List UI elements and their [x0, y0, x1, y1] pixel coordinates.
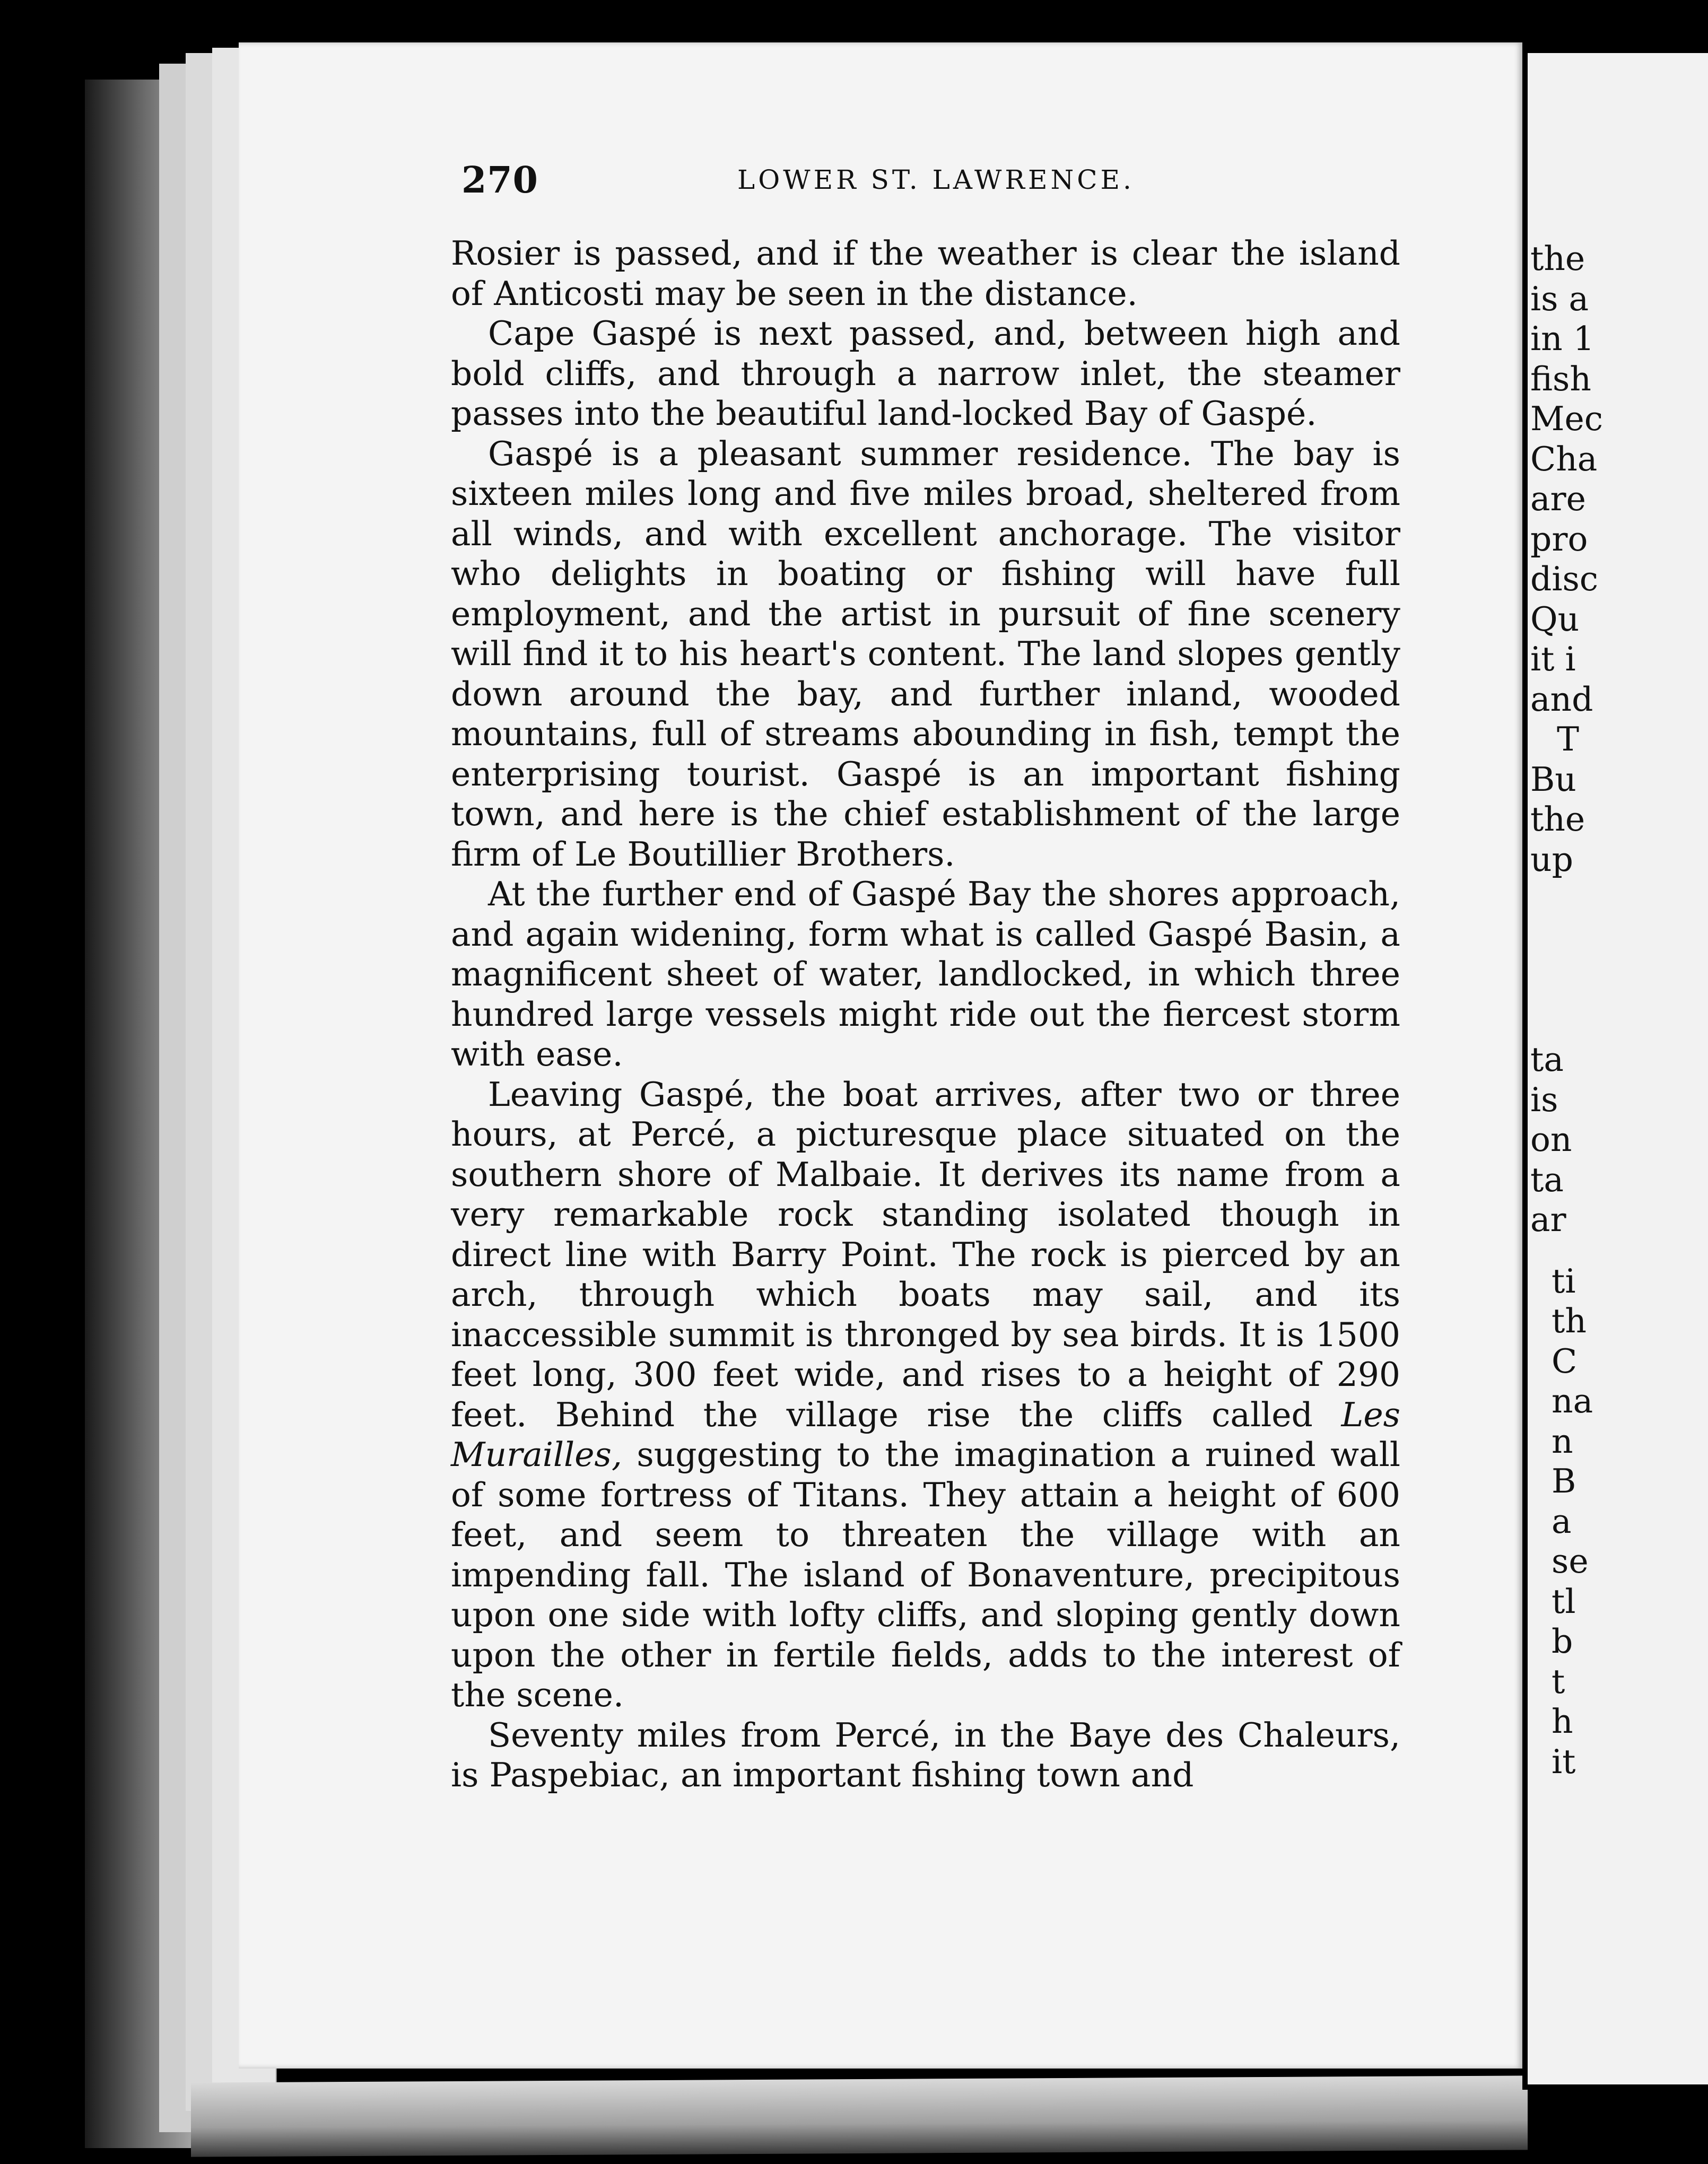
- right-page-fragment: Qu: [1530, 599, 1580, 639]
- right-page-fragment: ta: [1530, 1160, 1564, 1199]
- paragraph-text: Leaving Gaspé, the boat arrives, after two or three hours, at Percé, a picturesque place situated on the southern shore of Malbaie. It derives its name from a very remarkable rock standing isolated though in direct line with Barry Point. The rock is pierced by an arch, through which boats may sail, and its inaccessible summit is thronged by sea birds. It is 1500 feet long, 300 feet wide, and rises to a height of 290 feet. Behind the village rise the cliffs called: [451, 1075, 1400, 1434]
- paragraph: Rosier is passed, and if the weather is clear the island of Anticosti may be seen in the distance.: [451, 234, 1400, 313]
- body-text: [451, 233, 1400, 1795]
- page-header: [461, 159, 1395, 207]
- paragraph: Seventy miles from Percé, in the Baye des Chaleurs, is Paspebiac, an important fishing town and: [451, 1715, 1400, 1794]
- right-page-fragment: it: [1552, 1742, 1576, 1781]
- right-page-fragment: the: [1530, 239, 1585, 278]
- right-page-fragment: C: [1552, 1341, 1578, 1381]
- right-page-fragment: Mec: [1530, 399, 1604, 438]
- right-page-fragment: n: [1552, 1421, 1573, 1461]
- right-page-fragment: Cha: [1530, 439, 1598, 478]
- right-page-fragment: ti: [1552, 1261, 1576, 1301]
- right-page-fragment: pro: [1530, 519, 1588, 559]
- right-page-fragment: are: [1530, 479, 1586, 518]
- right-page-fragment: fish: [1530, 359, 1591, 398]
- paragraph: Cape Gaspé is next passed, and, between high and bold cliffs, and through a narrow inlet, the steamer passes into the beautiful land-locked Bay of Gaspé.: [451, 314, 1400, 433]
- right-page-fragment: and: [1530, 679, 1593, 719]
- right-page-fragment: on: [1530, 1120, 1572, 1159]
- right-page-fragment: t: [1552, 1662, 1565, 1701]
- italic-place-name: Les Murailles,: [451, 1395, 1400, 1474]
- book-bottom-edge: [191, 2075, 1528, 2157]
- paragraph: At the further end of Gaspé Bay the shores approach, and again widening, form what is called Gaspé Basin, a magnificent sheet of water, landlocked, in which three hundred large vessels might ride out the fiercest storm with ease.: [451, 875, 1400, 1074]
- right-page-fragment: b: [1552, 1622, 1573, 1661]
- right-page-fragment: ar: [1530, 1200, 1566, 1239]
- right-page-fragment: th: [1552, 1302, 1587, 1340]
- running-title: LOWER ST. LAWRENCE.: [737, 164, 1135, 195]
- right-page-fragment: se: [1552, 1542, 1589, 1581]
- right-page-fragment: it i: [1530, 640, 1576, 678]
- right-page-fragment: up: [1530, 840, 1573, 879]
- right-page-fragment: na: [1552, 1382, 1593, 1420]
- right-page-fragment: B: [1552, 1462, 1576, 1500]
- right-page-fragment: in 1: [1530, 319, 1594, 358]
- paragraph: Gaspé is a pleasant summer residence. The bay is sixteen miles long and five miles broad, sheltered from all winds, and with excellent anchorage. The visitor who delights in boating or fishing will have full employment, and the artist in pursuit of fine scenery will find it to his heart's content. The land slopes gently down around the bay, and further inland, wooded mountains, full of streams abounding in fish, tempt the enterprising tourist. Gaspé is an important fishing town, and here is the chief establishment of the large firm of Le Boutillier Brothers.: [451, 434, 1400, 874]
- right-page-fragment: Bu: [1530, 760, 1576, 799]
- page-number: 270: [461, 159, 538, 202]
- right-page-fragment: is: [1530, 1080, 1558, 1119]
- right-page-fragment: T: [1557, 720, 1580, 758]
- paragraph-text: suggesting to the imagination a ruined wall of some fortress of Titans. They attain a height of 600 feet, and seem to threaten the village with an impending fall. The island of Bonaventure, precipitous upon one side with lofty cliffs, and sloping gently down upon the other in fertile fields, adds to the interest of the scene.: [451, 1435, 1400, 1714]
- right-page-fragment: disc: [1530, 560, 1599, 598]
- right-page-fragment: h: [1552, 1702, 1573, 1741]
- right-page-fragment: the: [1530, 800, 1585, 839]
- right-page-fragment: a: [1552, 1502, 1572, 1541]
- right-page-fragment: is a: [1530, 279, 1589, 318]
- right-page-fragment: ta: [1530, 1040, 1564, 1079]
- right-page-fragment: tl: [1552, 1582, 1576, 1621]
- paragraph: [451, 1075, 1400, 1715]
